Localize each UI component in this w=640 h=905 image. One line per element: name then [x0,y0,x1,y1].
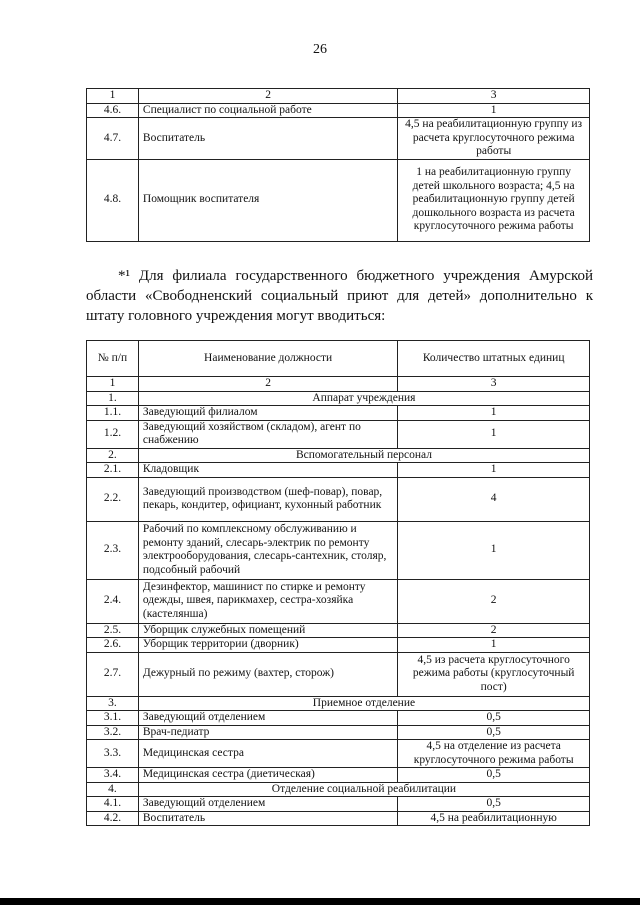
staff-count: 1 [398,420,590,448]
table-row [87,477,590,521]
section-row [87,782,590,797]
row-number: 4.1. [87,797,139,812]
column-header-count: Количество штатных единиц [398,341,590,377]
position-name: Помощник воспитателя [138,159,397,241]
row-number: 2.7. [87,652,139,696]
staff-count: 1 [398,521,590,579]
row-number: 3.1. [87,711,139,726]
section-title: Вспомогательный персонал [138,448,589,463]
table-row [87,579,590,623]
column-header-name: Наименование должности [138,341,397,377]
row-number: 2.3. [87,521,139,579]
column-number-row [87,377,590,392]
position-name: Заведующий филиалом [138,406,397,421]
position-name: Уборщик служебных помещений [138,623,397,638]
row-number: 3. [87,696,139,711]
staff-count: 4 [398,477,590,521]
position-name: Заведующий отделением [138,711,397,726]
table-row [87,797,590,812]
column-header-number: № п/п [87,341,139,377]
staff-count: 0,5 [398,711,590,726]
staff-count: 4,5 на реабилитационную группу из расчета круглосуточного режима работы [398,118,590,160]
staff-count: 2 [398,579,590,623]
staff-count: 1 [398,406,590,421]
position-name: Кладовщик [138,463,397,478]
table-header-row [87,89,590,104]
staff-count: 1 на реабилитационную группу детей школьного возраста; 4,5 на реабилитационную группу детей дошкольного возраста из расчета круглосуточного режима работы [398,159,590,241]
row-number: 2.2. [87,477,139,521]
staff-count: 4,5 из расчета круглосуточного режима работы (круглосуточный пост) [398,652,590,696]
footnote-paragraph: *¹ Для филиала государственного бюджетного учреждения Амурской области «Свободненский социальный приют для детей» дополнительно к штату головного учреждения могут вводиться: [86,268,593,324]
row-number: 1.1. [87,406,139,421]
row-number: 3.2. [87,725,139,740]
position-name: Дезинфектор, машинист по стирке и ремонту одежды, швея, парикмахер, сестра-хозяйка (кастелянша) [138,579,397,623]
position-name: Заведующий производством (шеф-повар), повар, пекарь, кондитер, официант, кухонный работник [138,477,397,521]
row-number: 1. [87,391,139,406]
row-number: 2.6. [87,638,139,653]
table-row [87,420,590,448]
position-name: Воспитатель [138,811,397,826]
position-name: Врач-педиатр [138,725,397,740]
table-row [87,623,590,638]
section-row [87,448,590,463]
row-number: 1.2. [87,420,139,448]
staff-count: 1 [398,638,590,653]
staff-count: 1 [398,103,590,118]
table-row [87,768,590,783]
position-name: Заведующий отделением [138,797,397,812]
section-title: Отделение социальной реабилитации [138,782,589,797]
section-title: Аппарат учреждения [138,391,589,406]
position-name: Рабочий по комплексному обслуживанию и ремонту зданий, слесарь-электрик по ремонту электрооборудования, слесарь-сантехник, столяр, подсобный рабочий [138,521,397,579]
table-row [87,711,590,726]
page-number: 26 [313,42,327,57]
table-row [87,406,590,421]
section-row [87,696,590,711]
row-number: 2.4. [87,579,139,623]
table-row [87,159,590,241]
position-name: Медицинская сестра [138,740,397,768]
position-name: Уборщик территории (дворник) [138,638,397,653]
column-number: 1 [87,377,139,392]
position-name: Дежурный по режиму (вахтер, сторож) [138,652,397,696]
section-row [87,391,590,406]
row-number: 3.4. [87,768,139,783]
staff-count: 0,5 [398,725,590,740]
row-number: 3.3. [87,740,139,768]
position-name: Воспитатель [138,118,397,160]
table-row [87,521,590,579]
position-name: Медицинская сестра (диетическая) [138,768,397,783]
table-row [87,740,590,768]
row-number: 2.1. [87,463,139,478]
table-row [87,118,590,160]
position-name: Специалист по социальной работе [138,103,397,118]
position-name: Заведующий хозяйством (складом), агент по снабжению [138,420,397,448]
staff-count: 1 [398,463,590,478]
staff-count: 0,5 [398,797,590,812]
column-number: 3 [398,377,590,392]
row-number: 4. [87,782,139,797]
staff-count: 2 [398,623,590,638]
table-row [87,463,590,478]
staff-table-continued [86,88,590,242]
column-number: 2 [138,89,397,104]
row-number: 4.7. [87,118,139,160]
staff-count: 0,5 [398,768,590,783]
column-number: 1 [87,89,139,104]
staff-count: 4,5 на отделение из расчета круглосуточного режима работы [398,740,590,768]
row-number: 4.8. [87,159,139,241]
table-row [87,811,590,826]
scan-edge [0,898,640,905]
branch-staff-table [86,340,590,826]
row-number: 2. [87,448,139,463]
table-row [87,103,590,118]
row-number: 2.5. [87,623,139,638]
column-number: 3 [398,89,590,104]
table-row [87,638,590,653]
table-row [87,725,590,740]
table-row [87,652,590,696]
column-number: 2 [138,377,397,392]
row-number: 4.6. [87,103,139,118]
row-number: 4.2. [87,811,139,826]
section-title: Приемное отделение [138,696,589,711]
staff-count: 4,5 на реабилитационную [398,811,590,826]
table-header-row [87,341,590,377]
